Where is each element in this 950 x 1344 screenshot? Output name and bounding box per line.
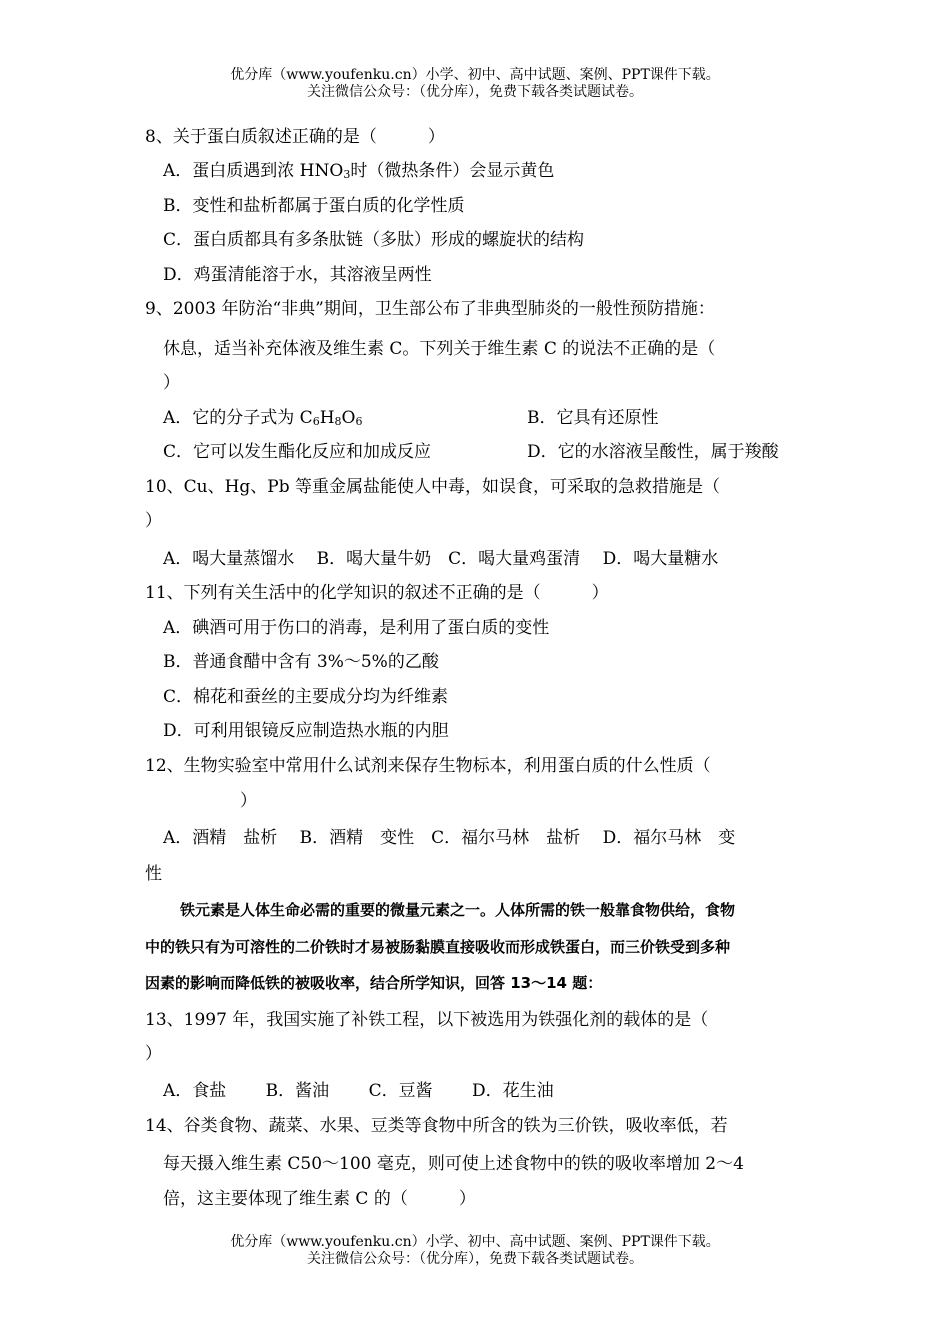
- page-footer: [0, 1234, 950, 1268]
- q14-stem-line-1: 14、谷类食物、蔬菜、水果、豆类等食物中所含的铁为三价铁，吸收率低，若: [145, 1116, 728, 1136]
- passage-line-3: 因素的影响而降低铁的被吸收率，结合所学知识，回答 13～14 题：: [145, 974, 603, 992]
- q8-option-b: B．变性和盐析都属于蛋白质的化学性质: [163, 196, 465, 216]
- q8-option-a-pre: A．蛋白质遇到浓 HNO: [163, 161, 344, 181]
- q12-options: A．酒精 盐析 B．酒精 变性 C．福尔马林 盐析 D．福尔马林 变: [163, 828, 736, 848]
- q9-options-row-1: [163, 406, 362, 430]
- header-line-1: 优分库（www.youfenku.cn）小学、初中、高中试题、案例、PPT课件下载。: [230, 67, 720, 83]
- q8-stem: 8、关于蛋白质叙述正确的是（ ）: [145, 127, 445, 147]
- q9-option-a-sub-3: 6: [355, 415, 363, 428]
- q8-option-d: D．鸡蛋清能溶于水，其溶液呈两性: [163, 265, 432, 285]
- q12-stem-line-1: 12、生物实验室中常用什么试剂来保存生物标本，利用蛋白质的什么性质（: [145, 756, 711, 776]
- q8-option-a-post: 时（微热条件）会显示黄色: [350, 161, 555, 181]
- q10-stem-line-1: 10、Cu、Hg、Pb 等重金属盐能使人中毒，如误食，可采取的急救措施是（: [145, 477, 721, 497]
- q11-option-b: B．普通食醋中含有 3%～5%的乙酸: [163, 652, 439, 672]
- q9-option-a: [163, 408, 362, 428]
- q9-stem-line-1: 9、2003 年防治“非典”期间，卫生部公布了非典型肺炎的一般性预防措施：: [145, 299, 715, 319]
- q11-option-d: D．可利用银镜反应制造热水瓶的内胆: [163, 721, 449, 741]
- q9-option-a-h: H: [319, 408, 335, 428]
- page-header: [0, 67, 950, 101]
- q8-option-a-sub: 3: [343, 168, 351, 181]
- header-line-2: 关注微信公众号：（优分库），免费下载各类试题试卷。: [307, 84, 643, 100]
- q13-stem-line-1: 13、1997 年，我国实施了补铁工程，以下被选用为铁强化剂的载体的是（: [145, 1010, 709, 1030]
- q10-options: A．喝大量蒸馏水 B．喝大量牛奶 C．喝大量鸡蛋清 D．喝大量糖水: [163, 549, 719, 569]
- q11-stem: 11、下列有关生活中的化学知识的叙述不正确的是（ ）: [145, 583, 609, 603]
- q9-stem-line-3: ）: [163, 373, 180, 393]
- q9-option-d: D．它的水溶液呈酸性，属于羧酸: [527, 442, 779, 462]
- q9-option-a-sub-1: 6: [312, 415, 320, 428]
- q13-stem-line-2: ）: [145, 1044, 162, 1064]
- q9-stem-line-2: 休息，适当补充体液及维生素 C。下列关于维生素 C 的说法不正确的是（: [163, 339, 716, 359]
- q12-stem-line-2: ）: [240, 791, 257, 811]
- passage-line-1: 铁元素是人体生命必需的重要的微量元素之一。人体所需的铁一般靠食物供给，食物: [180, 901, 736, 919]
- q11-option-a: A．碘酒可用于伤口的消毒，是利用了蛋白质的变性: [163, 618, 550, 638]
- passage-line-2: 中的铁只有为可溶性的二价铁时才易被肠黏膜直接吸收而形成铁蛋白，而三价铁受到多种: [145, 938, 731, 956]
- footer-line-2: 关注微信公众号：（优分库），免费下载各类试题试卷。: [307, 1251, 643, 1267]
- q9-option-b: B．它具有还原性: [527, 408, 659, 428]
- q9-option-c: C．它可以发生酯化反应和加成反应: [163, 442, 432, 462]
- q9-option-a-sub-2: 8: [334, 415, 342, 428]
- q14-stem-line-2: 每天摄入维生素 C50～100 毫克，则可使上述食物中的铁的吸收率增加 2～4: [163, 1154, 744, 1174]
- q8-option-a: [163, 159, 554, 183]
- footer-line-1: 优分库（www.youfenku.cn）小学、初中、高中试题、案例、PPT课件下载。: [230, 1234, 720, 1250]
- q8-option-c: C．蛋白质都具有多条肽链（多肽）形成的螺旋状的结构: [163, 230, 585, 250]
- q9-option-a-o: O: [341, 408, 356, 428]
- q9-option-a-pre: A．它的分子式为 C: [163, 408, 313, 428]
- q11-option-c: C．棉花和蚕丝的主要成分均为纤维素: [163, 687, 449, 707]
- q14-stem-line-3: 倍，这主要体现了维生素 C 的（ ）: [163, 1189, 476, 1209]
- q13-options: A．食盐 B．酱油 C．豆酱 D．花生油: [163, 1081, 554, 1101]
- q10-stem-line-2: ）: [145, 511, 162, 531]
- q12-options-wrap: 性: [145, 864, 162, 884]
